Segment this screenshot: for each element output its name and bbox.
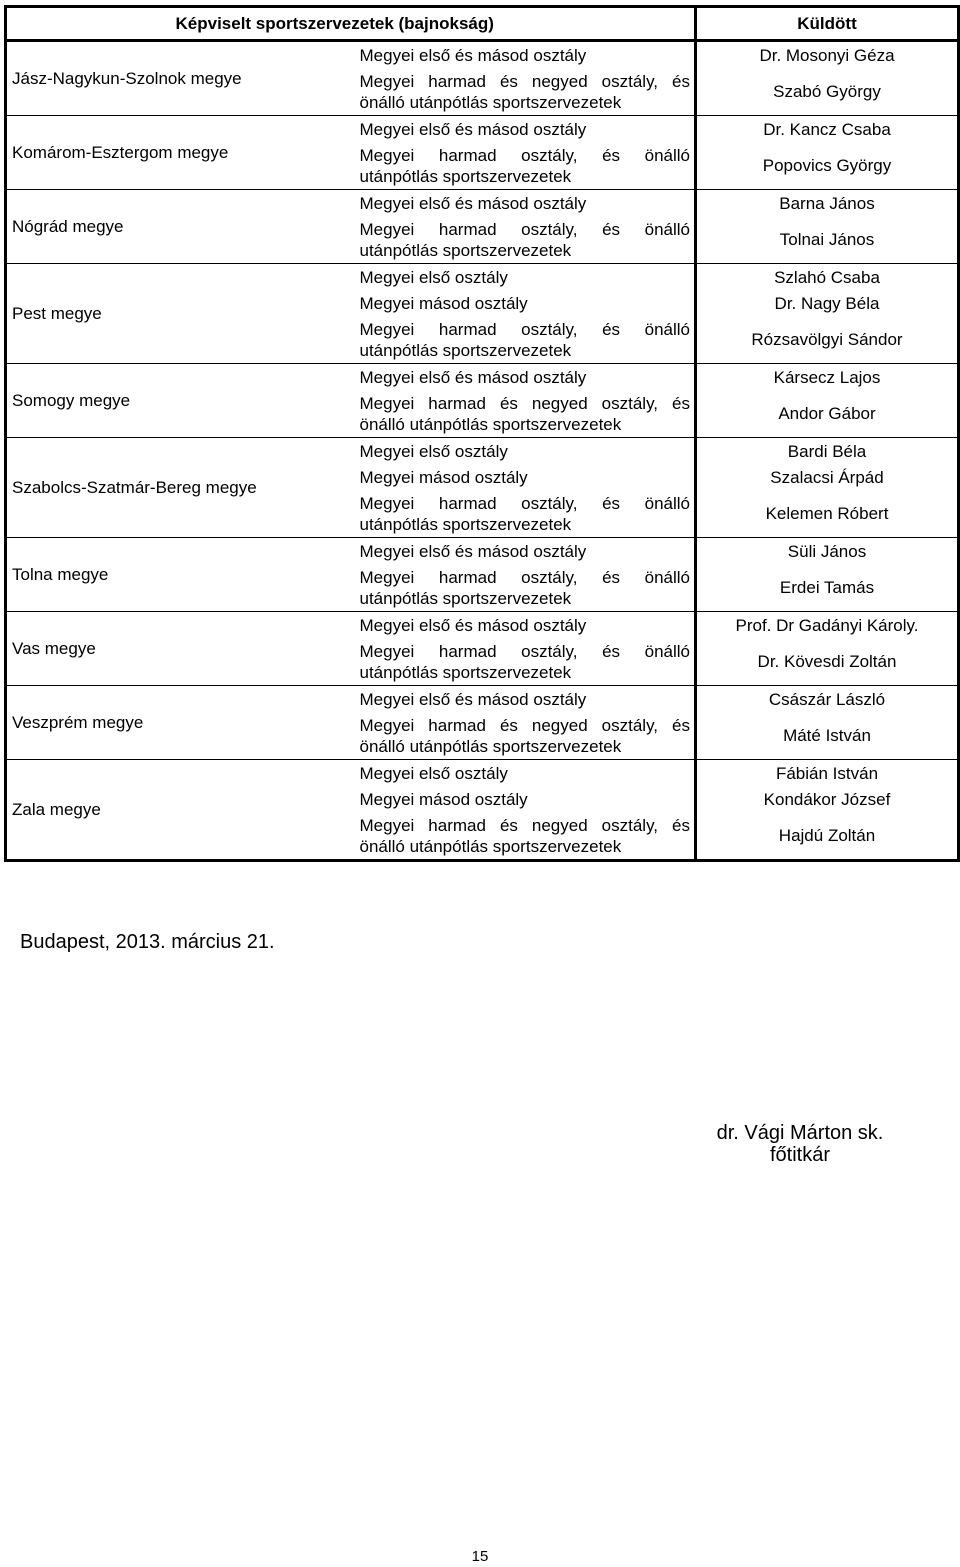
county-name: Jász-Nagykun-Szolnok megye: [6, 41, 354, 116]
delegate-name: Rózsavölgyi Sándor: [696, 316, 959, 364]
league-text: Megyei másod osztály: [359, 467, 528, 487]
table-row: [6, 760, 959, 787]
league-text: Megyei harmad osztály, és önálló utánpótlás sportszervezetek: [359, 567, 690, 608]
delegate-name: Hajdú Zoltán: [696, 812, 959, 861]
delegate-name: Barna János: [696, 190, 959, 217]
league-text: Megyei első osztály: [359, 441, 508, 461]
county-name: Somogy megye: [6, 364, 354, 438]
league-cell: [354, 68, 696, 116]
league-text: Megyei harmad osztály, és önálló utánpótlás sportszervezetek: [359, 219, 690, 260]
league-cell: [354, 264, 696, 291]
delegate-name: Szlahó Csaba: [696, 264, 959, 291]
header-organizations: Képviselt sportszervezetek (bajnokság): [354, 7, 696, 41]
league-text: Megyei első és másod osztály: [359, 45, 587, 65]
league-cell: [354, 760, 696, 787]
league-text: Megyei első és másod osztály: [359, 615, 587, 635]
league-cell: [354, 290, 696, 316]
header-delegate: Küldött: [696, 7, 959, 41]
table-row: [6, 538, 959, 565]
delegate-name: Kelemen Róbert: [696, 490, 959, 538]
league-text: Megyei harmad és negyed osztály, és önálló utánpótlás sportszervezetek: [359, 715, 690, 756]
county-name: Veszprém megye: [6, 686, 354, 760]
delegate-name: Erdei Tamás: [696, 564, 959, 612]
signature-block: [700, 1122, 900, 1166]
delegate-name: Popovics György: [696, 142, 959, 190]
delegate-name: Szalacsi Árpád: [696, 464, 959, 490]
league-text: Megyei harmad osztály, és önálló utánpótlás sportszervezetek: [359, 319, 690, 360]
league-text: Megyei másod osztály: [359, 293, 528, 313]
county-name: Vas megye: [6, 612, 354, 686]
league-cell: [354, 190, 696, 217]
county-name: Pest megye: [6, 264, 354, 364]
league-cell: [354, 116, 696, 143]
league-text: Megyei harmad és negyed osztály, és önálló utánpótlás sportszervezetek: [359, 815, 690, 856]
league-cell: [354, 390, 696, 438]
league-cell: [354, 216, 696, 264]
county-name: Nógrád megye: [6, 190, 354, 264]
league-text: Megyei első osztály: [359, 763, 508, 783]
league-cell: [354, 538, 696, 565]
delegate-name: Andor Gábor: [696, 390, 959, 438]
league-text: Megyei első és másod osztály: [359, 119, 587, 139]
delegate-name: Dr. Nagy Béla: [696, 290, 959, 316]
league-cell: [354, 686, 696, 713]
table-row: [6, 41, 959, 69]
delegate-name: Dr. Kövesdi Zoltán: [696, 638, 959, 686]
table-row: [6, 364, 959, 391]
league-text: Megyei első osztály: [359, 267, 508, 287]
place-date: Budapest, 2013. március 21.: [20, 931, 275, 953]
page-number: 15: [471, 1548, 489, 1565]
league-cell: [354, 612, 696, 639]
league-text: Megyei harmad és negyed osztály, és önálló utánpótlás sportszervezetek: [359, 71, 690, 112]
table-row: [6, 264, 959, 291]
table-row: [6, 190, 959, 217]
delegate-name: Szabó György: [696, 68, 959, 116]
signer-name: dr. Vági Márton sk.: [716, 1122, 884, 1144]
county-name: Komárom-Esztergom megye: [6, 116, 354, 190]
league-text: Megyei első és másod osztály: [359, 193, 587, 213]
league-cell: [354, 812, 696, 861]
county-name: Tolna megye: [6, 538, 354, 612]
table-header-row: [6, 7, 959, 41]
delegate-name: Süli János: [696, 538, 959, 565]
league-cell: [354, 364, 696, 391]
delegate-name: Kársecz Lajos: [696, 364, 959, 391]
league-text: Megyei első és másod osztály: [359, 367, 587, 387]
table-row: [6, 438, 959, 465]
league-cell: [354, 638, 696, 686]
league-text: Megyei harmad osztály, és önálló utánpótlás sportszervezetek: [359, 145, 690, 186]
league-cell: [354, 316, 696, 364]
delegate-name: Prof. Dr Gadányi Károly.: [696, 612, 959, 639]
league-cell: [354, 786, 696, 812]
league-text: Megyei harmad és negyed osztály, és önálló utánpótlás sportszervezetek: [359, 393, 690, 434]
delegate-name: Bardi Béla: [696, 438, 959, 465]
county-name: Zala megye: [6, 760, 354, 861]
table-row: [6, 612, 959, 639]
league-text: Megyei harmad osztály, és önálló utánpótlás sportszervezetek: [359, 641, 690, 682]
league-cell: [354, 438, 696, 465]
delegate-name: Császár László: [696, 686, 959, 713]
league-cell: [354, 464, 696, 490]
league-text: Megyei első és másod osztály: [359, 541, 587, 561]
league-cell: [354, 41, 696, 69]
league-cell: [354, 490, 696, 538]
league-cell: [354, 712, 696, 760]
delegate-name: Kondákor József: [696, 786, 959, 812]
signer-title: főtitkár: [769, 1144, 831, 1166]
league-cell: [354, 142, 696, 190]
league-text: Megyei első és másod osztály: [359, 689, 587, 709]
delegate-name: Tolnai János: [696, 216, 959, 264]
delegates-table: [4, 5, 960, 862]
delegate-name: Dr. Kancz Csaba: [696, 116, 959, 143]
league-cell: [354, 564, 696, 612]
county-name: Szabolcs-Szatmár-Bereg megye: [6, 438, 354, 538]
table-row: [6, 116, 959, 143]
league-text: Megyei harmad osztály, és önálló utánpótlás sportszervezetek: [359, 493, 690, 534]
table-body: [6, 41, 959, 861]
league-text: Megyei másod osztály: [359, 789, 528, 809]
delegate-name: Máté István: [696, 712, 959, 760]
delegate-name: Fábián István: [696, 760, 959, 787]
table-row: [6, 686, 959, 713]
delegate-name: Dr. Mosonyi Géza: [696, 41, 959, 69]
